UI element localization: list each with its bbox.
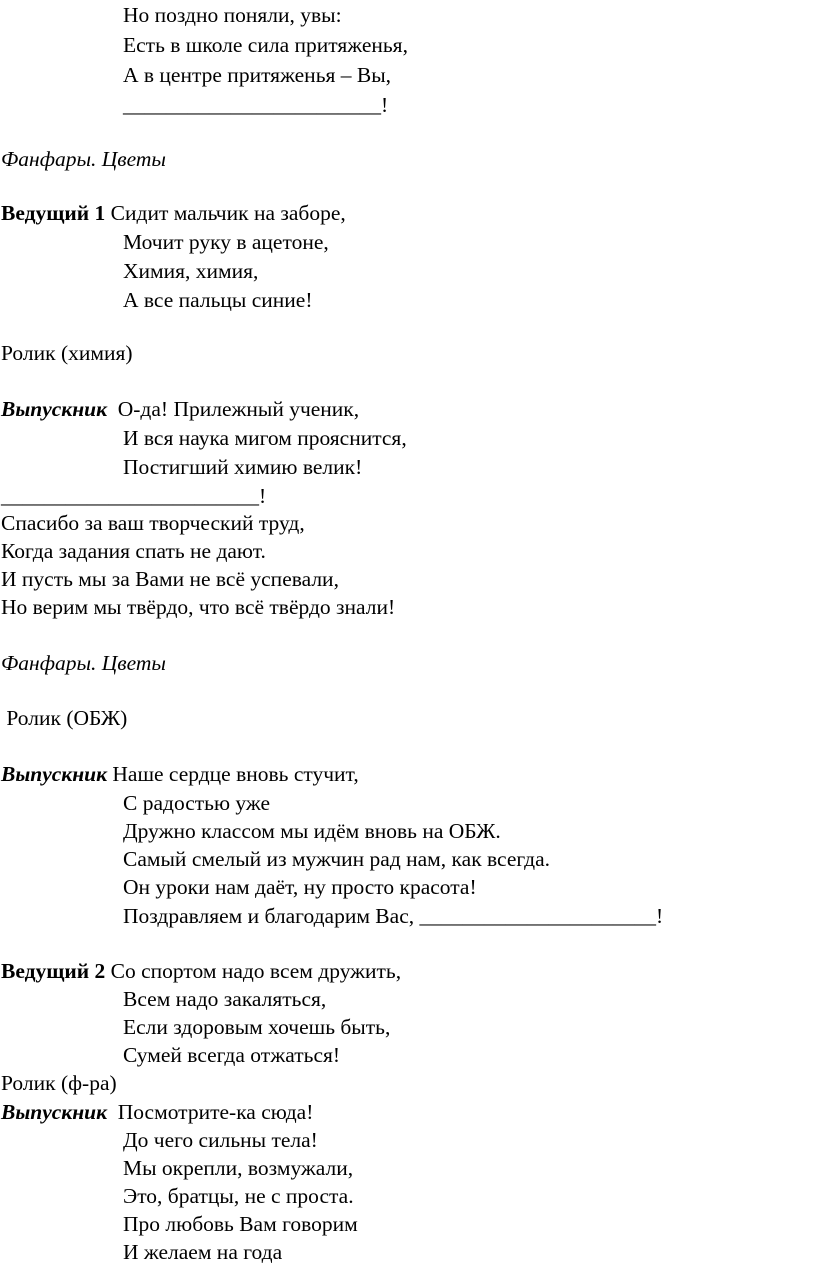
speaker-label: Выпускник xyxy=(1,1100,107,1124)
speaker-line xyxy=(1,396,359,422)
verse-text: Наше сердце вновь стучит, xyxy=(107,762,359,786)
verse-text: Со спортом надо всем дружить, xyxy=(105,959,402,983)
verse-line: А все пальцы синие! xyxy=(123,288,313,312)
verse-line: Всем надо закаляться, xyxy=(123,987,327,1011)
verse-line: Но верим мы твёрдо, что всё твёрдо знали! xyxy=(1,595,396,619)
speaker-line xyxy=(1,1099,313,1125)
verse-text: Сидит мальчик на заборе, xyxy=(105,201,346,225)
verse-blank-line: ________________________! xyxy=(1,484,267,508)
verse-line: Постигший химию велик! xyxy=(123,455,363,479)
speaker-line xyxy=(1,958,401,984)
speaker-line xyxy=(1,761,359,787)
speaker-label: Ведущий 1 xyxy=(1,201,106,225)
verse-line: Спасибо за ваш творческий труд, xyxy=(1,511,305,535)
verse-line: Самый смелый из мужчин рад нам, как всегда. xyxy=(123,847,550,871)
speaker-line xyxy=(1,200,346,226)
verse-line: Химия, химия, xyxy=(123,259,259,283)
verse-line: Мочит руку в ацетоне, xyxy=(123,230,329,254)
verse-line: И вся наука мигом прояснится, xyxy=(123,426,407,450)
verse-line: Поздравляем и благодарим Вас, ______________________! xyxy=(123,904,664,928)
verse-line: Это, братцы, не с проста. xyxy=(123,1184,354,1208)
verse-line: Он уроки нам даёт, ну просто красота! xyxy=(123,875,477,899)
verse-line: Но поздно поняли, увы: xyxy=(123,3,342,27)
verse-line: Сумей всегда отжаться! xyxy=(123,1043,341,1067)
verse-text: О-да! Прилежный ученик, xyxy=(107,397,360,421)
stage-direction: Фанфары. Цветы xyxy=(1,651,166,675)
verse-line: Когда задания спать не дают. xyxy=(1,539,266,563)
clip-title: Ролик (химия) xyxy=(1,341,133,365)
verse-line: До чего сильны тела! xyxy=(123,1128,318,1152)
verse-line: Если здоровым хочешь быть, xyxy=(123,1015,391,1039)
verse-line: И желаем на года xyxy=(123,1240,283,1264)
clip-title: Ролик (ОБЖ) xyxy=(1,706,128,730)
speaker-label: Выпускник xyxy=(1,397,107,421)
verse-blank-line: ________________________! xyxy=(123,93,389,117)
speaker-label: Выпускник xyxy=(1,762,107,786)
verse-text: Посмотрите-ка сюда! xyxy=(107,1100,314,1124)
verse-line: С радостью уже xyxy=(123,791,270,815)
verse-line: Есть в школе сила притяженья, xyxy=(123,33,408,57)
clip-title: Ролик (ф-ра) xyxy=(1,1071,117,1095)
stage-direction: Фанфары. Цветы xyxy=(1,147,166,171)
verse-line: А в центре притяженья – Вы, xyxy=(123,63,392,87)
verse-line: И пусть мы за Вами не всё успевали, xyxy=(1,567,339,591)
verse-line: Дружно классом мы идём вновь на ОБЖ. xyxy=(123,819,501,843)
verse-line: Мы окрепли, возмужали, xyxy=(123,1156,354,1180)
verse-line: Про любовь Вам говорим xyxy=(123,1212,358,1236)
speaker-label: Ведущий 2 xyxy=(1,959,106,983)
